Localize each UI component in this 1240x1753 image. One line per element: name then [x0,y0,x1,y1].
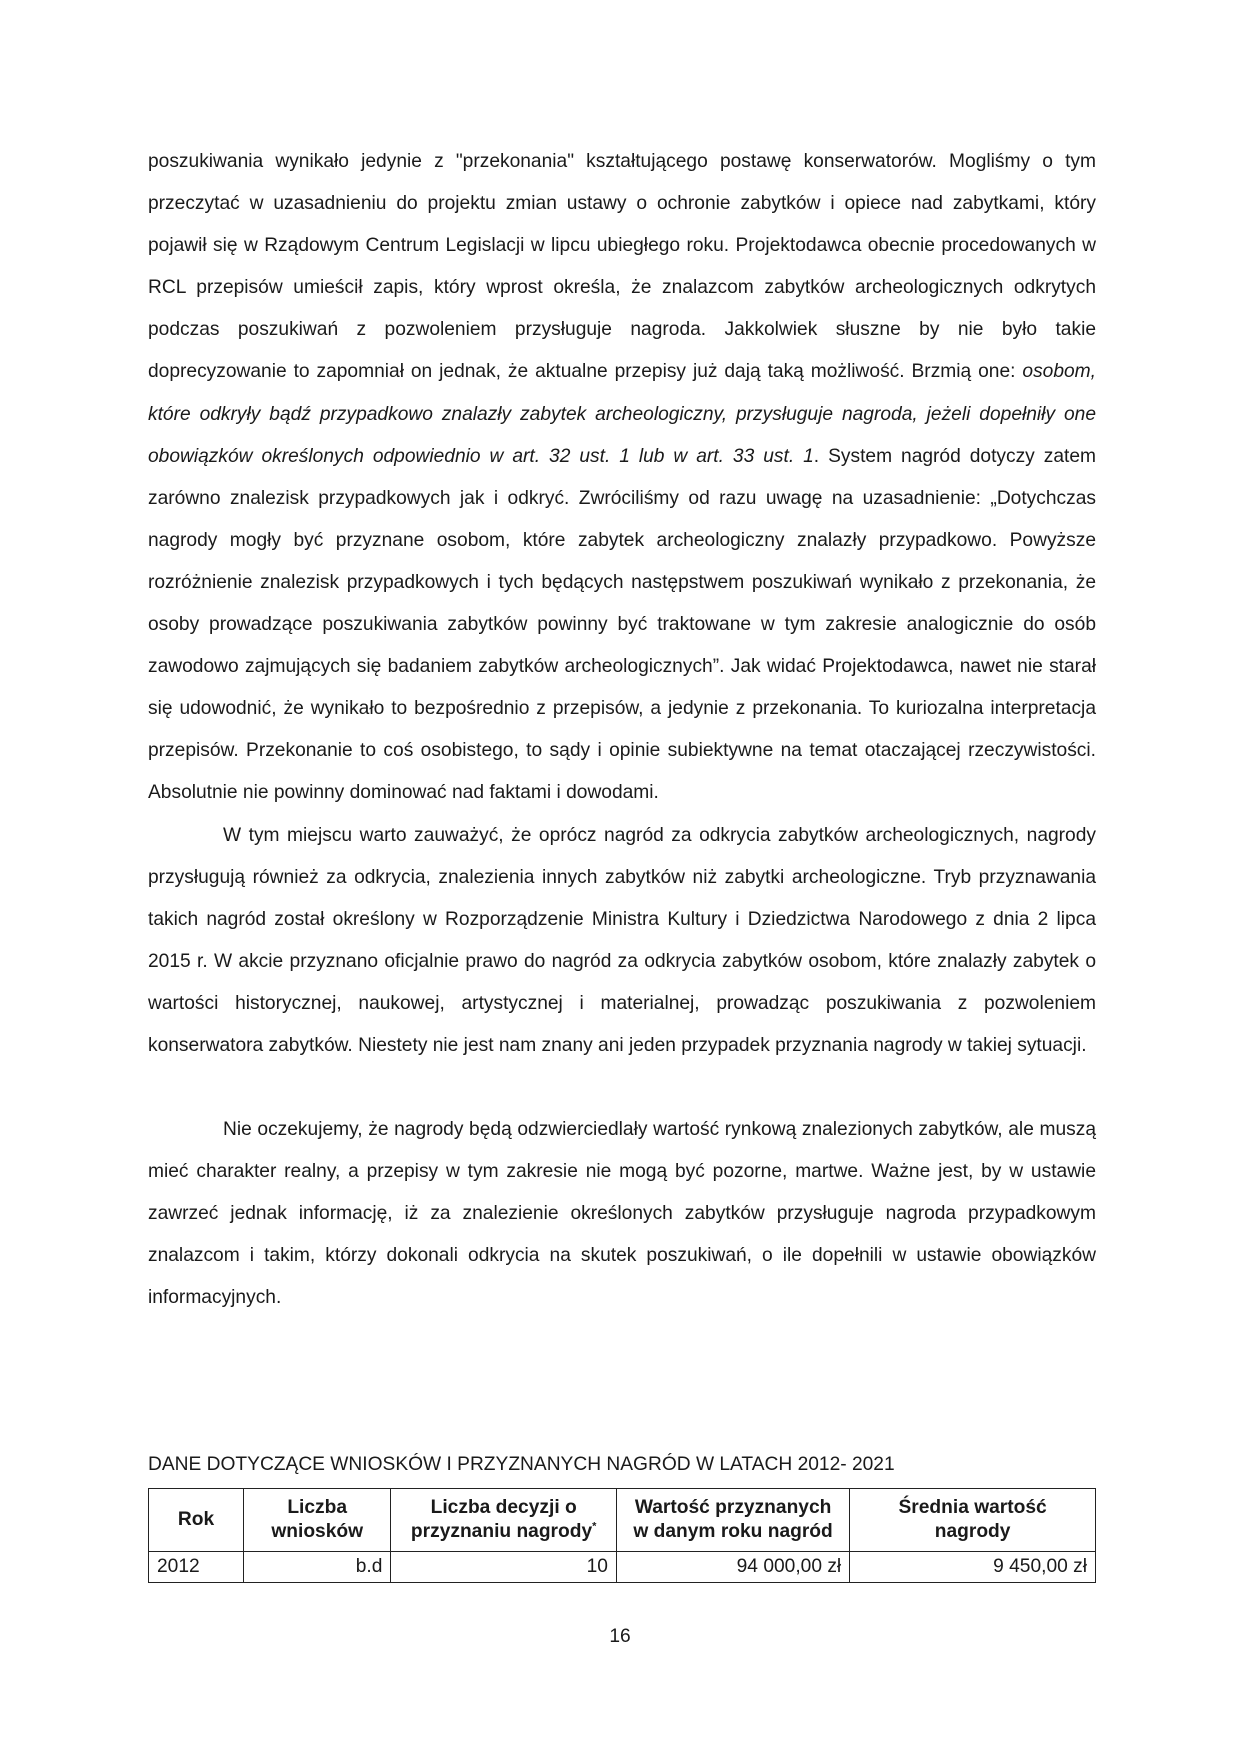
footnote-marker: * [592,1520,597,1533]
header-srednia-wartosc: Średnia wartość nagrody [850,1489,1096,1552]
paragraph-3: Nie oczekujemy, że nagrody będą odzwierciedlały wartość rynkową znalezionych zabytków, ale muszą mieć charakter realny, a przepisy w tym zakresie nie mogą być pozorne, martwe. Ważne jest, by w ustawie zawrzeć jednak informację, iż za znalezienie określonych zabytków przysługuje nagroda przypadkowym znalazcom i takim, którzy dokonali odkrycia na skutek poszukiwań, o ile dopełnili w ustawie obowiązków informacyjnych. [148,1119,1096,1309]
paragraph-1-quote: osobom, które odkryły bądź przypadkowo znalazły zabytek archeologiczny, przysługuje nagroda, jeżeli dopełniły one obowiązków określonych odpowiednio w art. 32 ust. 1 lub w art. 33 ust. 1 [148,361,1096,467]
header-liczba-wnioskow: Liczba wniosków [244,1489,391,1552]
cell-wartosc: 94 000,00 zł [616,1552,849,1583]
table-header-row [149,1489,1096,1552]
paragraph-1-text-a: poszukiwania wynikało jedynie z "przekonania" kształtującego postawę konserwatorów. Mogliśmy o tym przeczytać w uzasadnieniu do projektu zmian ustawy o ochronie zabytków i opiece nad zabytkami, który pojawił się w Rządowym Centrum Legislacji w lipcu ubiegłego roku. Projektodawca obecnie procedowanych w RCL przepisów umieścił zapis, który wprost określa, że znalazcom zabytków archeologicznych odkrytych podczas poszukiwań z pozwoleniem przysługuje nagroda. Jakkolwiek słuszne by nie było takie doprecyzowanie to zapomniał on jednak, że aktualne przepisy już dają taką możliwość. Brzmią one: [148,151,1096,383]
header-liczba-decyzji: Liczba decyzji o przyznaniu nagrody* [391,1489,617,1552]
page-number: 16 [609,1626,631,1647]
cell-rok: 2012 [149,1552,244,1583]
table-caption: DANE DOTYCZĄCE WNIOSKÓW I PRZYZNANYCH NAGRÓD W LATACH 2012- 2021 [148,1454,895,1475]
paragraph-2: W tym miejscu warto zauważyć, że oprócz nagród za odkrycia zabytków archeologicznych, nagrody przysługują również za odkrycia, znalezienia innych zabytków niż zabytki archeologiczne. Tryb przyznawania takich nagród został określony w Rozporządzenie Ministra Kultury i Dziedzictwa Narodowego z dnia 2 lipca 2015 r. W akcie przyznano oficjalnie prawo do nagród za odkrycia zabytków osobom, które znalazły zabytek o wartości historycznej, naukowej, artystycznej i materialnej, prowadząc poszukiwania z pozwoleniem konserwatora zabytków. Niestety nie jest nam znany ani jeden przypadek przyznania nagrody w takiej sytuacji. [148,824,1096,1056]
paragraph-1-text-b: . System nagród dotyczy zatem zarówno znalezisk przypadkowych jak i odkryć. Zwróciliśmy od razu uwagę na uzasadnienie: „Dotychczas nagrody mogły być przyznane osobom, które zabytek archeologiczny znalazły przypadkowo. Powyższe rozróżnienie znalezisk przypadkowych i tych będących następstwem poszukiwań wynikało z przekonania, że osoby prowadzące poszukiwania zabytków powinny być traktowane w tym zakresie analogicznie do osób zawodowo zajmujących się badaniem zabytków archeologicznych”. Jak widać Projektodawca, nawet nie starał się udowodnić, że wynikało to bezpośrednio z przepisów, a jedynie z przekonania. To kuriozalna interpretacja przepisów. Przekonanie to coś osobistego, to sądy i opinie subiektywne na temat otaczającej rzeczywistości. Absolutnie nie powinny dominować nad faktami i dowodami. [148,445,1096,804]
table-row [149,1552,1096,1583]
paragraph-1 [148,141,1096,815]
cell-wnioski: b.d [244,1552,391,1583]
header-wartosc-nagrod: Wartość przyznanych w danym roku nagród [616,1489,849,1552]
awards-table [148,1488,1096,1583]
cell-srednia: 9 450,00 zł [850,1552,1096,1583]
header-rok: Rok [149,1489,244,1552]
page-body [148,141,1096,1320]
cell-decyzje: 10 [391,1552,617,1583]
